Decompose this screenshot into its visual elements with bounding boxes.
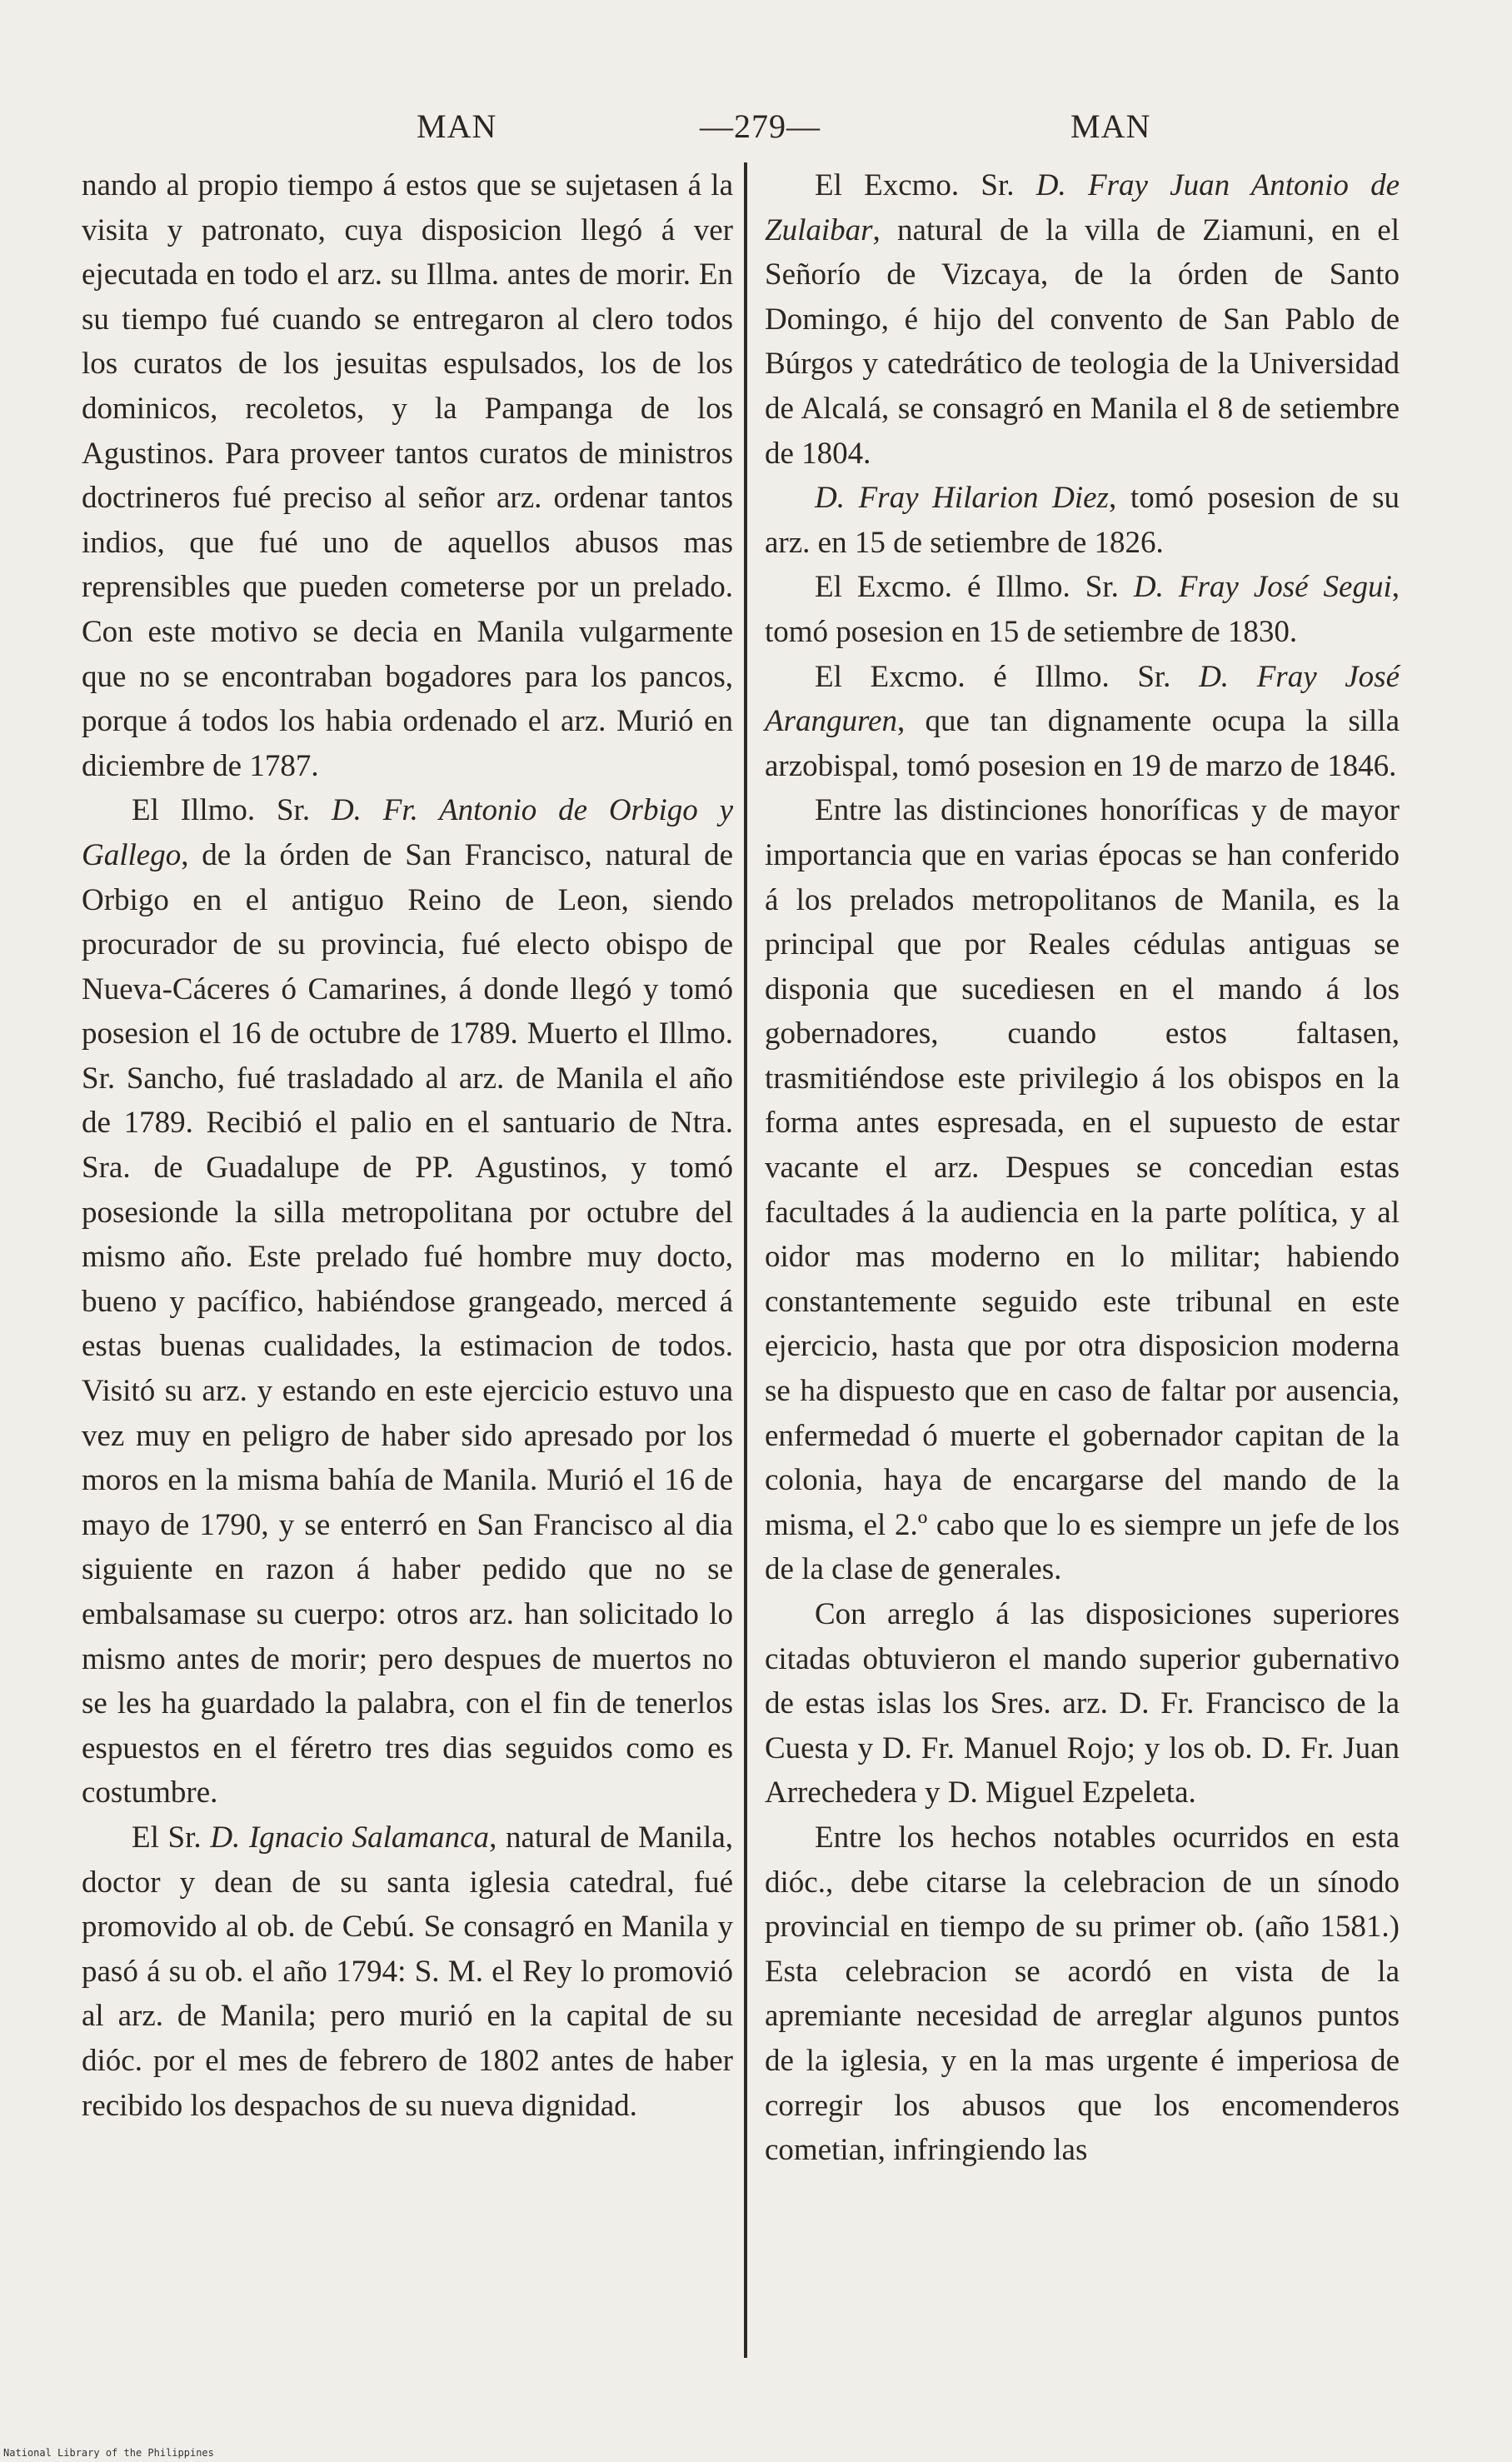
header-right-running-title: MAN (1070, 107, 1151, 145)
right-column (765, 163, 1400, 2173)
page-header (0, 107, 1512, 157)
right-p3-name: D. Fray José Segui (1133, 570, 1392, 605)
column-divider (744, 162, 747, 2358)
left-p2-rest: , de la órden de San Francisco, natural de Orbigo en el antiguo Reino de Leon, siendo procurador de su provincia, fué electo obispo de Nueva-Cáceres ó Camarines, á donde llegó y tomó posesion el 16 de octubre de 1789. Muerto el Illmo. Sr. Sancho, fué trasladado al arz. de Manila el año de 1789. Recibió el palio en el santuario de Ntra. Sra. de Guadalupe de PP. Agustinos, y tomó posesionde la silla metropolitana por octubre del mismo año. Este prelado fué hombre muy docto, bueno y pacífico, habiéndose grangeado, merced á estas buenas cualidades, la estimacion de todos. Visitó su arz. y estando en este ejercicio estuvo una vez muy en peligro de haber sido apresado por los moros en la misma bahía de Manila. Murió el 16 de mayo de 1790, y se enterró en San Francisco al dia siguiente en razon á haber pedido que no se embalsamase su cuerpo: otros arz. han solicitado lo mismo antes de morir; pero despues de muertos no se les ha guardado la palabra, con el fin de tenerlos espuestos en el féretro tres dias seguidos como es costumbre. (82, 837, 733, 1810)
left-p3-rest: , natural de Manila, doctor y dean de su santa iglesia catedral, fué promovido al ob. de Cebú. Se consagró en Manila y pasó á su ob. el año 1794: S. M. el Rey lo promovió al arz. de Manila; pero murió en la capital de su dióc. por el mes de febrero de 1802 antes de haber recibido los despachos de su nueva dignidad. (82, 1820, 733, 2123)
left-p2-name: D. Fr. Antonio de Orbigo y Gallego (82, 793, 734, 872)
left-p2-intro: El Illmo. Sr. (132, 793, 332, 828)
right-paragraph-7: Entre los hechos notables ocurridos en esta dióc., debe citarse la celebracion de un sínodo provincial en tiempo de su primer ob. (año 1581.) Esta celebracion se acordó en vista de la apremiante necesidad de arreglar algunos puntos de la iglesia, y en la mas urgente é imperiosa de corregir los abusos que los encomenderos cometian, infringiendo las (765, 1820, 1400, 2168)
right-paragraph-2 (765, 476, 1400, 565)
left-column (82, 163, 733, 2128)
right-paragraph-4 (765, 655, 1400, 789)
page-number: —279— (700, 107, 821, 145)
right-paragraph-6: Con arreglo á las disposiciones superiores citadas obtuvieron el mando superior gubernativo de estas islas los Sres. arz. D. Fr. Francisco de la Cuesta y D. Fr. Manuel Rojo; y los ob. D. Fr. Juan Arrechedera y D. Miguel Ezpeleta. (765, 1597, 1400, 1810)
right-p2-name: D. Fray Hilarion Diez (815, 481, 1109, 516)
right-p3-intro: El Excmo. é Illmo. Sr. (815, 570, 1134, 605)
right-p4-name: D. Fray José Aranguren (765, 659, 1400, 739)
right-p3-rest: , tomó posesion en 15 de setiembre de 1830. (765, 570, 1400, 649)
left-paragraph-1: nando al propio tiempo á estos que se sujetasen á la visita y patronato, cuya disposicion llegó á ver ejecutada en todo el arz. su Illma. antes de morir. En su tiempo fué cuando se entregaron al clero todos los curatos de los jesuitas espulsados, los de los dominicos, recoletos, y la Pampanga de los Agustinos. Para proveer tantos curatos de ministros doctrineros fué preciso al señor arz. ordenar tantos indios, que fué uno de aquellos abusos mas reprensibles que pueden cometerse por un prelado. Con este motivo se decia en Manila vulgarmente que no se encontraban bogadores para los pancos, porque á todos los habia ordenado el arz. Murió en diciembre de 1787. (82, 168, 733, 783)
header-left-running-title: MAN (417, 107, 497, 145)
library-credit: National Library of the Philippines (3, 2447, 214, 2459)
right-p1-name: D. Fray Juan Antonio de Zulaibar (765, 168, 1400, 247)
right-p4-intro: El Excmo. é Illmo. Sr. (815, 659, 1200, 694)
right-paragraph-1 (765, 163, 1400, 476)
right-paragraph-3 (765, 565, 1400, 654)
left-p3-intro: El Sr. (132, 1820, 211, 1855)
left-paragraph-3 (82, 1815, 733, 2128)
right-p4-rest: , que tan dignamente ocupa la silla arzobispal, tomó posesion en 19 de marzo de 1846. (765, 704, 1400, 783)
left-paragraph-2 (82, 788, 733, 1815)
right-paragraph-5: Entre las distinciones honoríficas y de mayor importancia que en varias épocas se han conferido á los prelados metropolitanos de Manila, es la principal que por Reales cédulas antiguas se disponia que sucediesen en el mando á los gobernadores, cuando estos faltasen, trasmitiéndose este privilegio á los obispos en la forma antes espresada, en el supuesto de estar vacante el arz. Despues se concedian estas facultades á la audiencia en la parte política, y al oidor mas moderno en lo militar; habiendo constantemente seguido este tribunal en este ejercicio, hasta que por otra disposicion moderna se ha dispuesto que en caso de faltar por ausencia, enfermedad ó muerte el gobernador capitan de la colonia, haya de encargarse del mando de la misma, el 2.º cabo que lo es siempre un jefe de los de la clase de generales. (765, 793, 1400, 1587)
right-p1-intro: El Excmo. Sr. (815, 168, 1036, 202)
right-p2-rest: , tomó posesion de su arz. en 15 de setiembre de 1826. (765, 481, 1400, 560)
right-p1-rest: , natural de la villa de Ziamuni, en el Señorío de Vizcaya, de la órden de Santo Domingo, é hijo del convento de San Pablo de Búrgos y catedrático de teologia de la Universidad de Alcalá, se consagró en Manila el 8 de setiembre de 1804. (765, 212, 1400, 471)
left-p3-name: D. Ignacio Salamanca (210, 1820, 490, 1855)
